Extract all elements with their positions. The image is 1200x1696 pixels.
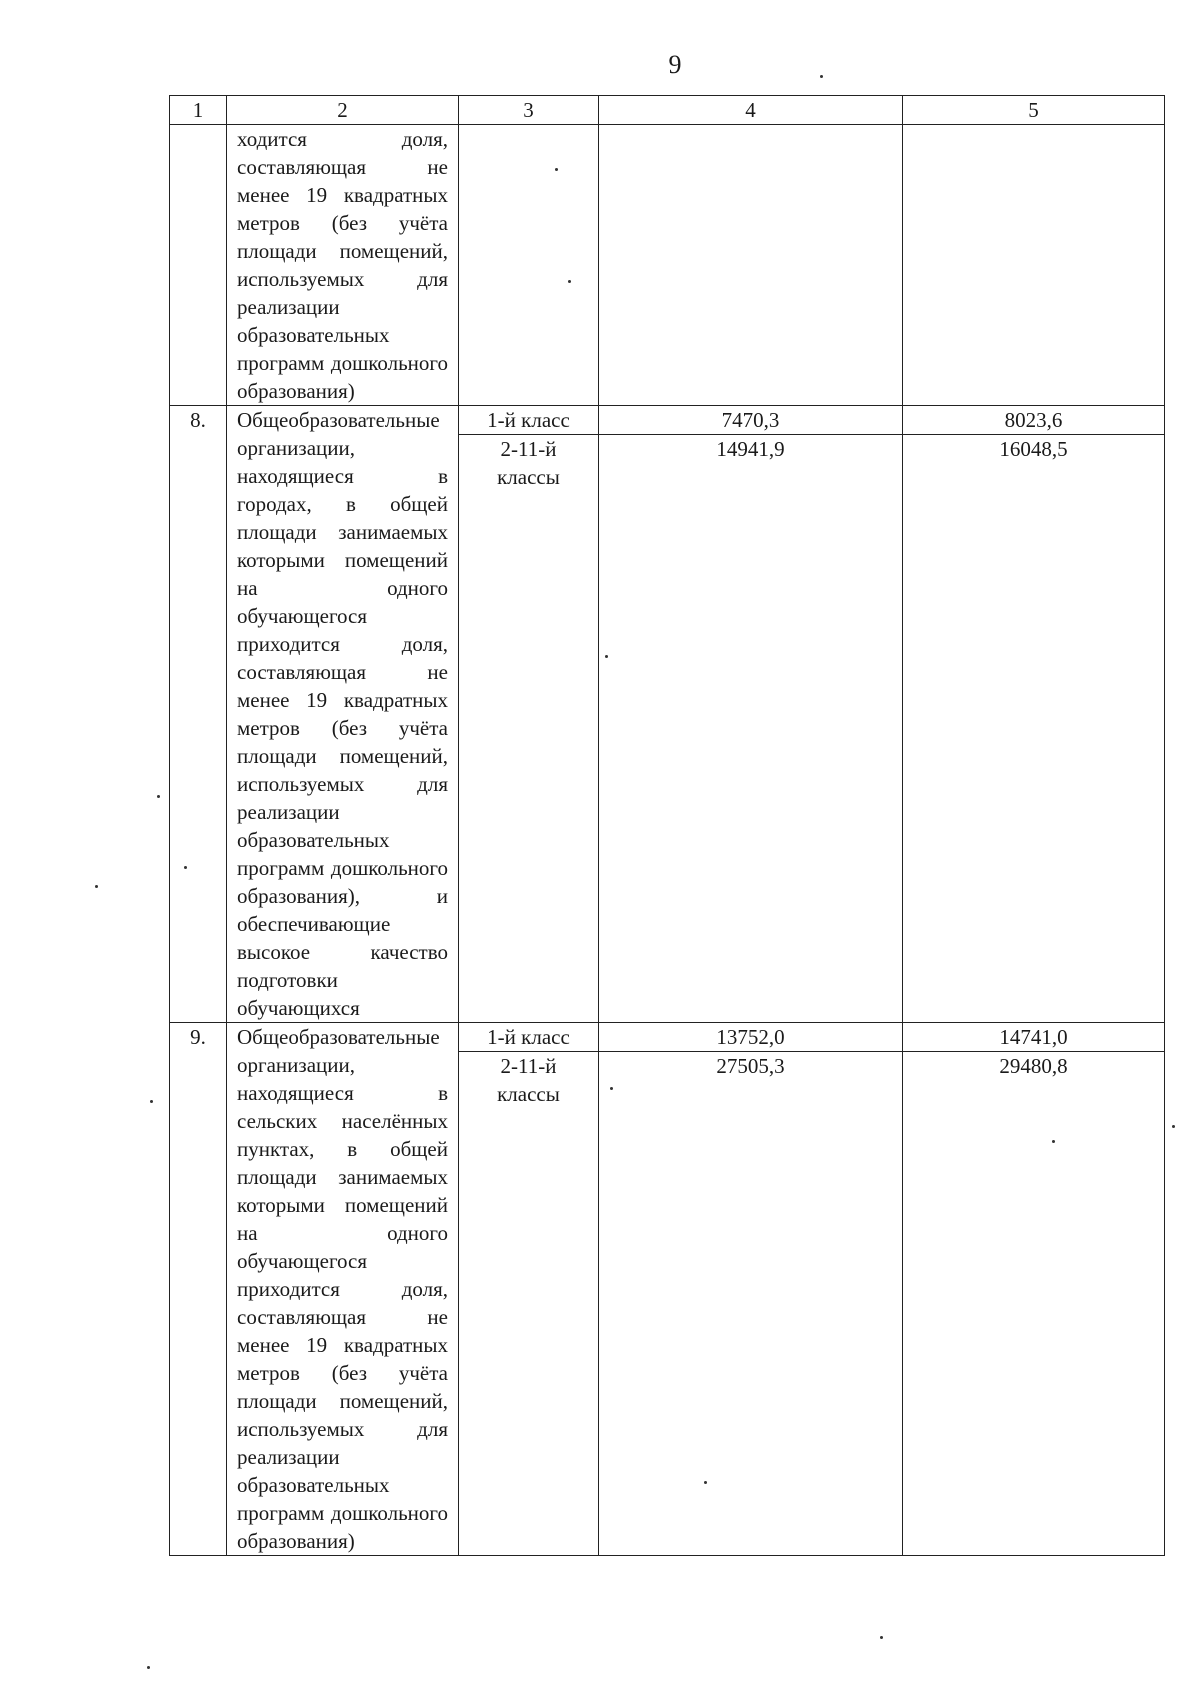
header-row	[170, 96, 1165, 125]
table-row-continuation	[170, 125, 1165, 406]
scan-speck	[1172, 1125, 1175, 1128]
description-text: Общеобразовательные организации, находящиеся в сельских населённых пунктах, в общей площади занимаемых которыми помещений на одного обучающегося приходится доля, составляющая не менее 19 квадратных метров (без учёта площади помещений, используемых для реализации образовательных программ дошкольного образования)	[237, 1025, 448, 1553]
value-col-5: 14741,0	[903, 1023, 1165, 1052]
cell-value-4	[599, 125, 903, 406]
scan-speck	[1052, 1140, 1055, 1143]
value-col-5: 8023,6	[903, 406, 1165, 435]
class-label-text: 2-11-й классы	[497, 437, 560, 489]
header-col-4: 4	[599, 96, 903, 125]
scan-speck	[157, 795, 160, 798]
value-col-5: 29480,8	[903, 1052, 1165, 1556]
cell-value-5	[903, 125, 1165, 406]
scan-speck	[880, 1636, 883, 1639]
value-col-4: 27505,3	[599, 1052, 903, 1556]
row-number: 8.	[170, 406, 227, 1023]
description-text: ходится доля, составляющая не менее 19 квадратных метров (без учёта площади помещений, используемых для реализации образовательных программ дошкольного образования)	[237, 127, 448, 403]
scan-speck	[610, 1087, 613, 1090]
value-col-4: 13752,0	[599, 1023, 903, 1052]
class-label	[459, 435, 599, 1023]
scan-speck	[95, 885, 98, 888]
scan-speck	[555, 168, 558, 171]
header-col-3: 3	[459, 96, 599, 125]
cell-class	[459, 125, 599, 406]
header-col-5: 5	[903, 96, 1165, 125]
class-label: 1-й класс	[459, 406, 599, 435]
value-col-4: 7470,3	[599, 406, 903, 435]
scan-speck	[605, 655, 608, 658]
scan-speck	[568, 280, 571, 283]
scan-speck	[820, 75, 823, 78]
class-label: 1-й класс	[459, 1023, 599, 1052]
data-table	[169, 95, 1165, 1556]
value-col-4: 14941,9	[599, 435, 903, 1023]
row-number: 9.	[170, 1023, 227, 1556]
description-text: Общеобразовательные организации, находящиеся в городах, в общей площади занимаемых которыми помещений на одного обучающегося приходится доля, составляющая не менее 19 квадратных метров (без учёта площади помещений, используемых для реализации образовательных программ дошкольного образования), и обеспечивающие высокое качество подготовки обучающихся	[237, 408, 448, 1020]
class-label	[459, 1052, 599, 1556]
table-row	[170, 406, 1165, 435]
scan-speck	[150, 1100, 153, 1103]
cell-description	[227, 125, 459, 406]
value-col-5: 16048,5	[903, 435, 1165, 1023]
cell-num	[170, 125, 227, 406]
class-label-text: 2-11-й классы	[497, 1054, 560, 1106]
header-col-1: 1	[170, 96, 227, 125]
row-description	[227, 406, 459, 1023]
scan-speck	[184, 866, 187, 869]
page-number: 9	[668, 50, 682, 79]
header-col-2: 2	[227, 96, 459, 125]
scan-speck	[147, 1666, 150, 1669]
table-row	[170, 1023, 1165, 1052]
row-description	[227, 1023, 459, 1556]
scan-speck	[704, 1481, 707, 1484]
